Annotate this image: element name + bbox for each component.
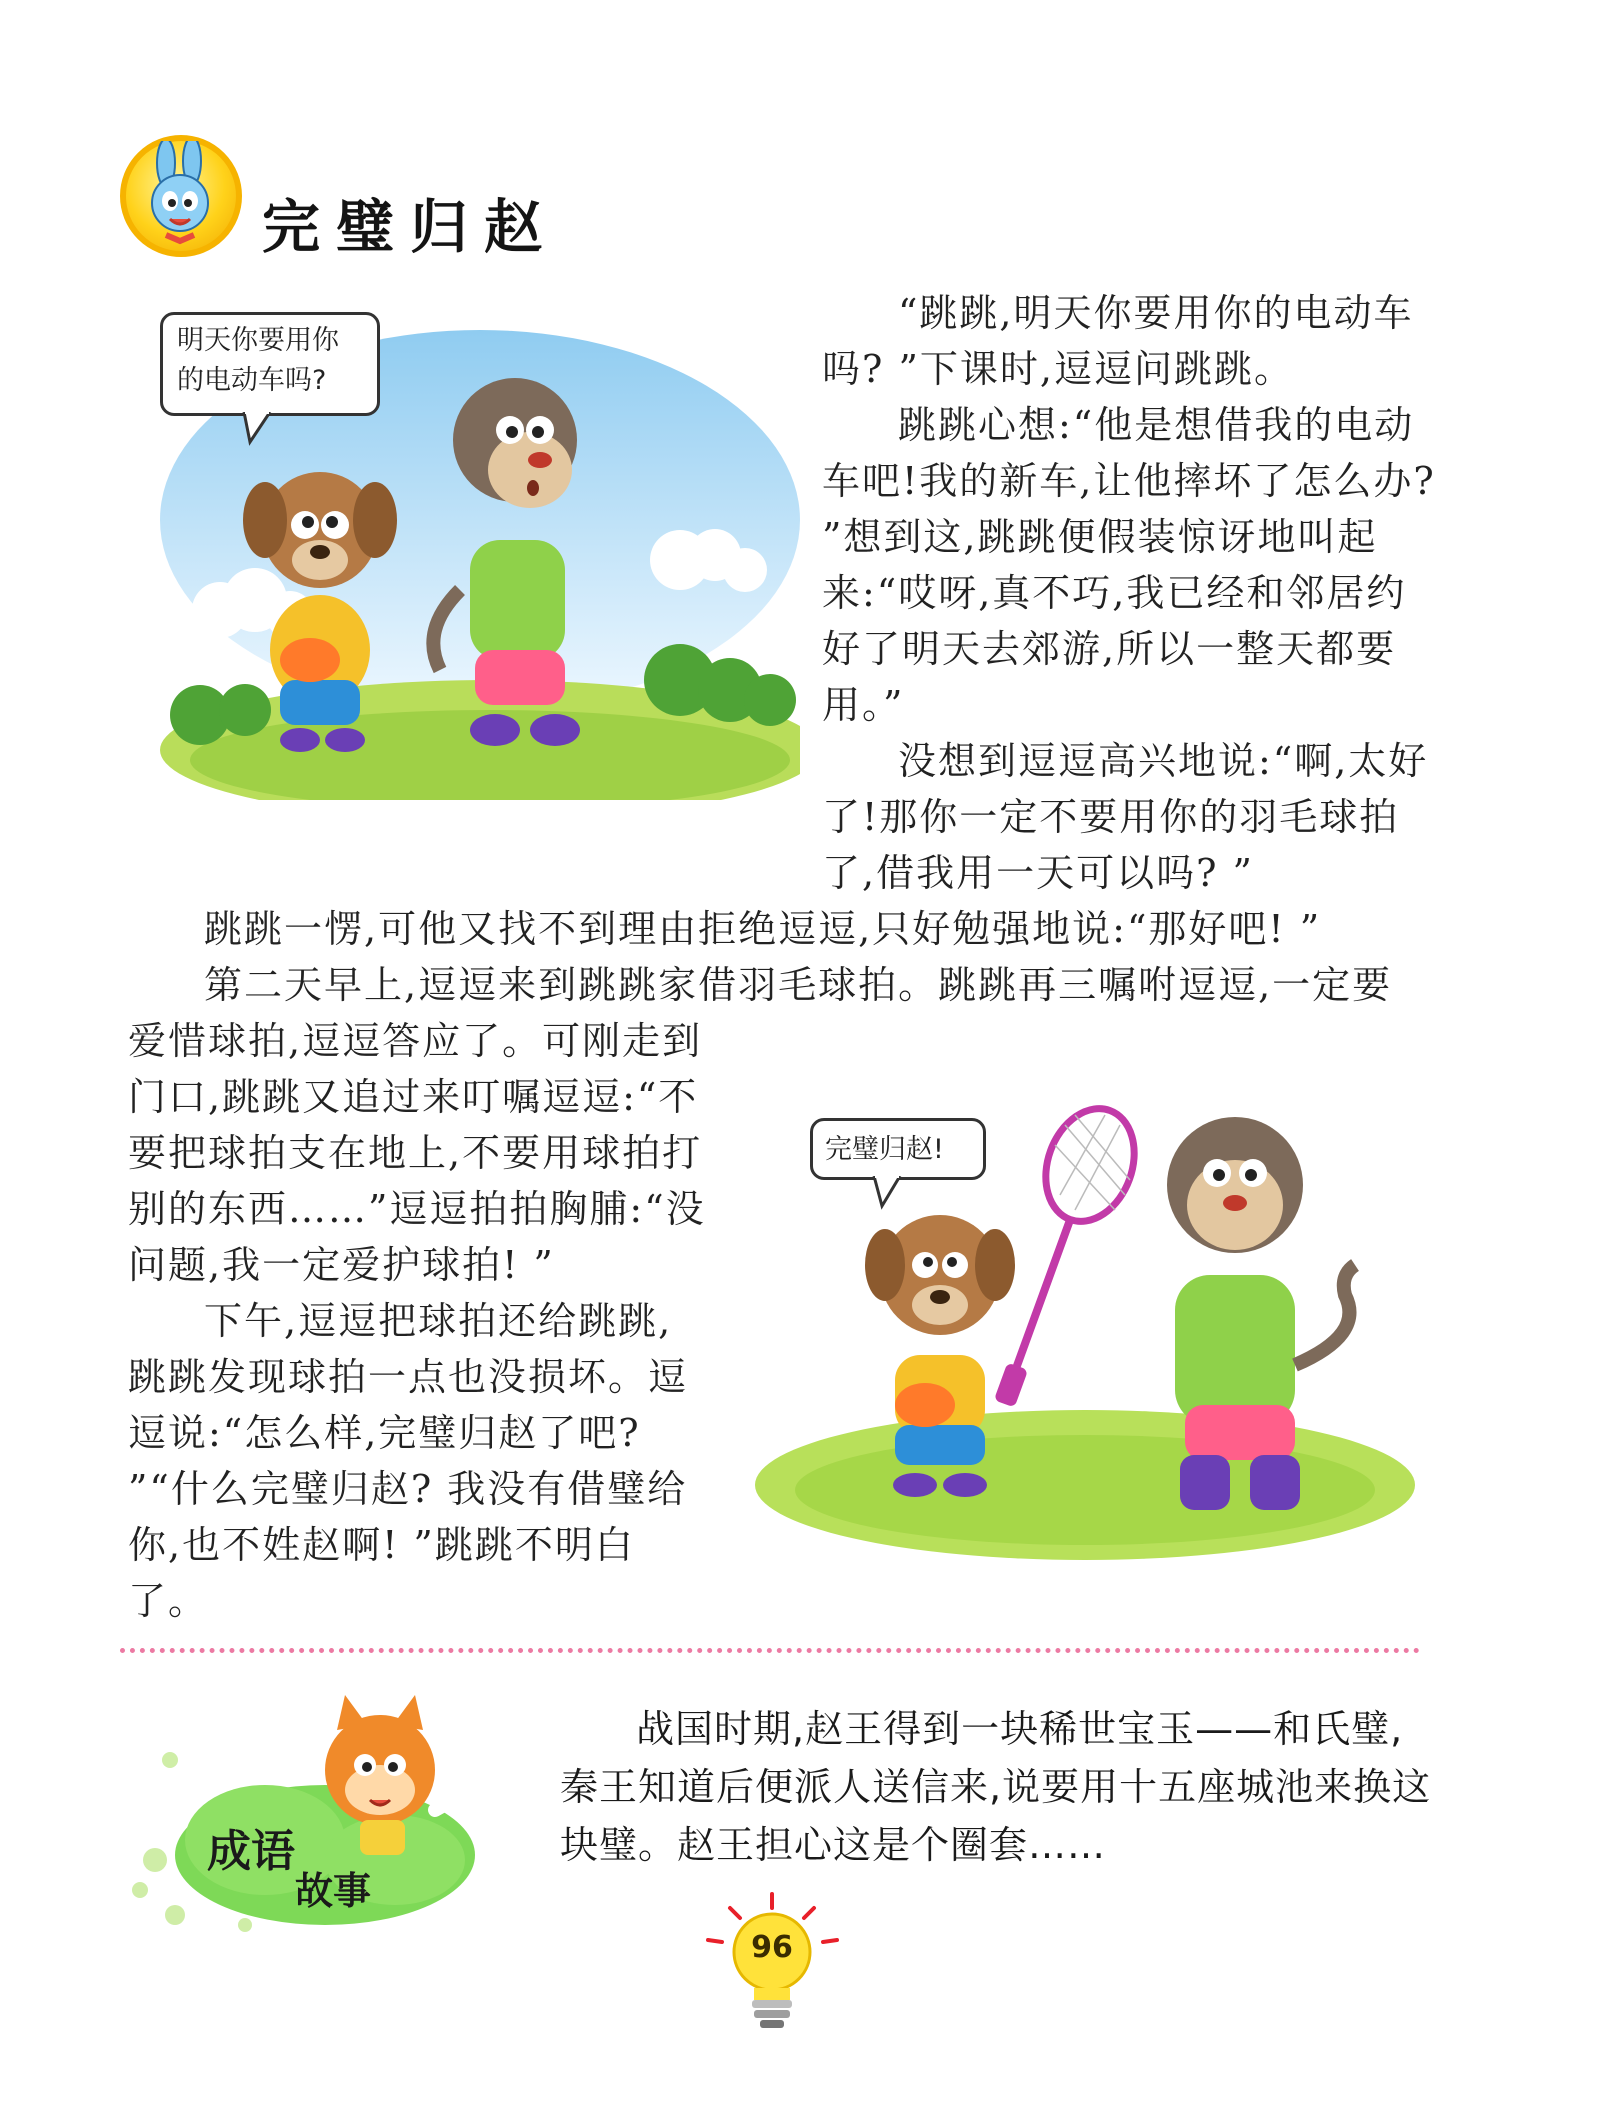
- speech-bubble-tail: [240, 412, 276, 446]
- story-paragraph-2: 跳跳心想:“他是想借我的电动车吧!我的新车,让他摔坏了怎么办? ”想到这,跳跳便假装惊讶地叫起来:“哎呀,真不巧,我已经和邻居约好了明天去郊游,所以一整天都要用。”: [822, 403, 1436, 727]
- story-paragraph-4: 跳跳一愣,可他又找不到理由拒绝逗逗,只好勉强地说:“那好吧! ”: [204, 907, 1322, 951]
- idiom-label-line2: 故事: [295, 1869, 372, 1913]
- story-paragraph-3: 没想到逗逗高兴地说:“啊,太好了!那你一定不要用你的羽毛球拍了,借我用一天可以吗? ”: [822, 739, 1429, 895]
- speech-bubble-tail: [870, 1176, 906, 1210]
- speech-bubble-middle-text: 完璧归赵!: [825, 1134, 944, 1165]
- page-title: 完璧归赵: [262, 193, 559, 261]
- story-paragraph-5-first-line: 第二天早上,逗逗来到跳跳家借羽毛球拍。跳跳再三嘱咐逗逗,一定要: [204, 963, 1393, 1007]
- story-paragraph-5-rest: 爱惜球拍,逗逗答应了。可刚走到门口,跳跳又追过来叮嘱逗逗:“不要把球拍支在地上,不要用球拍打别的东西……”逗逗拍拍胸脯:“没问题,我一定爱护球拍! ”: [128, 1019, 706, 1287]
- idiom-story-text: 战国时期,赵王得到一块稀世宝玉——和氏璧,秦王知道后便派人送信来,说要用十五座城池来换这块璧。赵王担心这是个圈套……: [560, 1707, 1432, 1867]
- rabbit-mascot-icon: [120, 135, 242, 257]
- idiom-story-badge: [115, 1690, 535, 1940]
- story-paragraph-6: 下午,逗逗把球拍还给跳跳,跳跳发现球拍一点也没损坏。逗逗说:“怎么样,完璧归赵了吧? ”“什么完璧归赵? 我没有借璧给你,也不姓赵啊! ”跳跳不明白了。: [128, 1299, 689, 1623]
- speech-bubble-top-text: 明天你要用你的电动车吗?: [177, 325, 339, 396]
- speech-bubble-middle: [810, 1118, 986, 1180]
- story-paragraph-1: “跳跳,明天你要用你的电动车吗? ”下课时,逗逗问跳跳。: [822, 291, 1414, 391]
- page-number: 96: [751, 1930, 793, 1965]
- speech-bubble-top: [160, 312, 380, 416]
- lightbulb-icon: [700, 1890, 845, 2040]
- idiom-label-line1: 成语: [207, 1826, 295, 1877]
- dotted-divider: [120, 1648, 1420, 1653]
